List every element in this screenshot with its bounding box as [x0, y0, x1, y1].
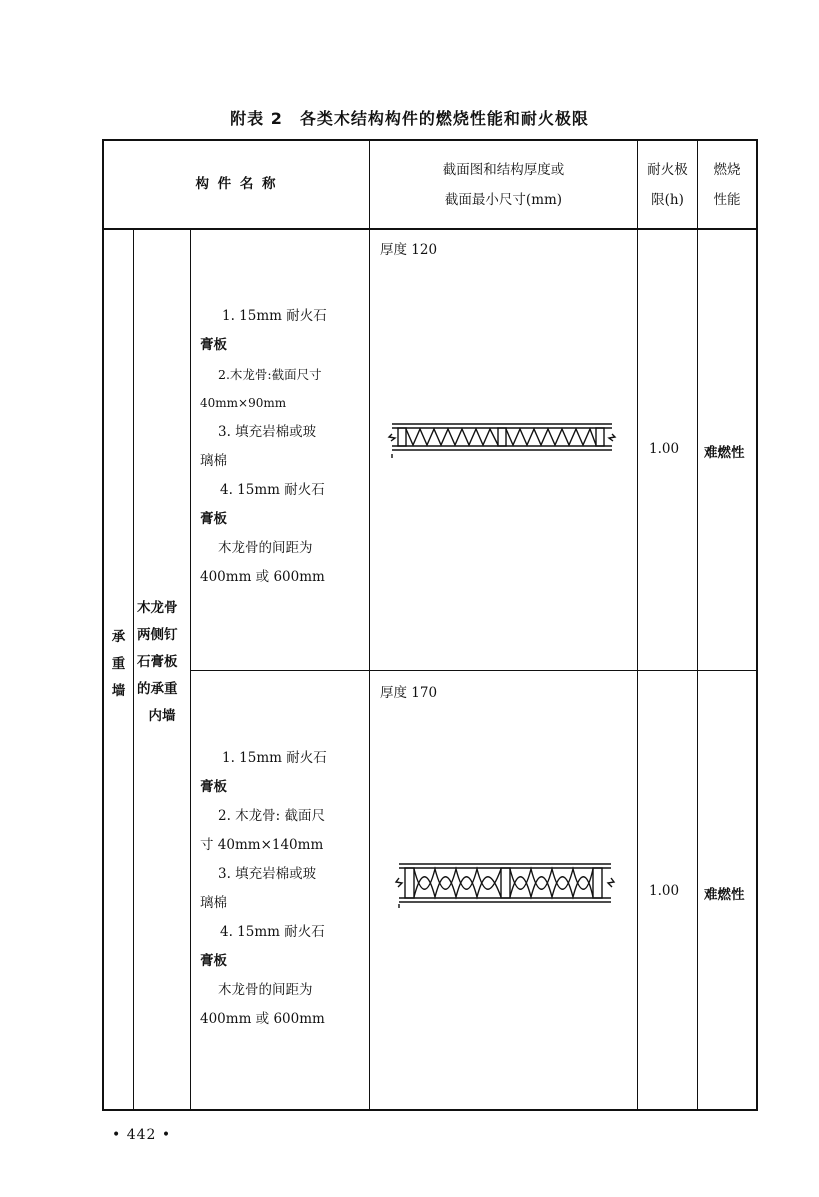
table-title: 附表 2 各类木结构构件的燃烧性能和耐火极限: [230, 109, 589, 128]
burn-column-divider: [697, 139, 698, 1110]
row1-thickness: 厚度 120: [380, 242, 438, 258]
row2-thickness: 厚度 170: [380, 685, 438, 701]
header-section-line2: 截面最小尺寸(mm): [444, 192, 563, 208]
row2-description: 1. 15mm 耐火石 膏板 2. 木龙骨: 截面尺 寸 40mm×140mm 3. 填充岩棉或玻 璃棉 4. 15mm 耐火石 膏板 木龙骨的间距为 400mm 或 600mm: [200, 750, 327, 1027]
category-label: 承 重 墙: [111, 629, 126, 699]
header-fire: [638, 158, 697, 212]
row2-combustibility: 难燃性: [704, 887, 745, 903]
header-section: [370, 158, 637, 212]
fire-column-divider: [637, 139, 638, 1110]
row2-section-diagram: [395, 860, 625, 910]
page-number: • 442 •: [112, 1127, 172, 1143]
header-name: 构 件 名 称: [195, 176, 278, 192]
section-column-divider: [369, 139, 370, 1110]
row2-fire-resistance: 1.00: [649, 883, 680, 899]
table-right-border: [756, 139, 758, 1111]
header-bottom-border: [102, 228, 758, 230]
header-burn-line1: 燃烧: [713, 162, 741, 178]
subcategory-label: 木龙骨 两侧钉 石膏板 的承重 内墙: [137, 600, 178, 724]
header-fire-line2: 限(h): [651, 192, 684, 208]
table-top-border: [102, 139, 758, 141]
row1-description: 1. 15mm 耐火石 膏板 2.木龙骨:截面尺寸 40mm×90mm 3. 填充岩棉或玻 璃棉 4. 15mm 耐火石 膏板 木龙骨的间距为 400mm 或 600mm: [200, 308, 327, 585]
header-fire-line1: 耐火极: [647, 162, 688, 178]
row-divider: [190, 670, 758, 671]
header-burn-line2: 性能: [713, 192, 741, 208]
header-burn: [698, 158, 756, 212]
row1-fire-resistance: 1.00: [649, 441, 680, 457]
table-bottom-border: [102, 1109, 758, 1111]
row1-section-diagram: [388, 418, 618, 458]
row1-combustibility: 难燃性: [704, 445, 745, 461]
header-section-line1: 截面图和结构厚度或: [442, 162, 565, 178]
